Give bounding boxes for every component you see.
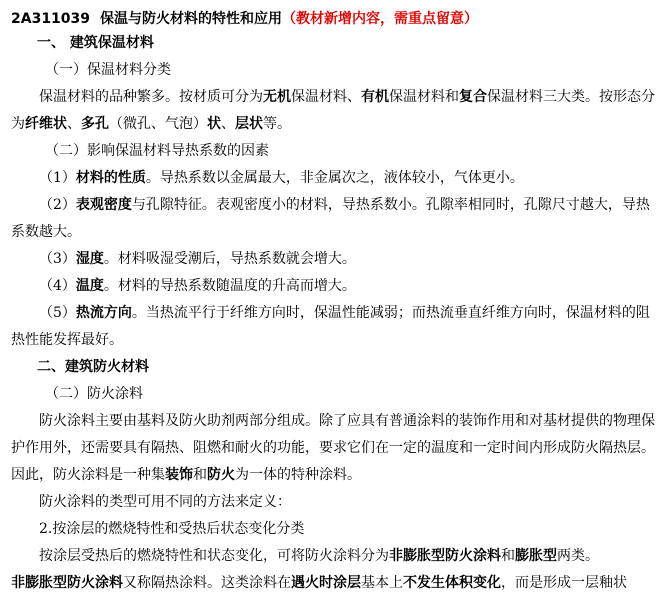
factor-term: 温度 <box>75 278 104 294</box>
section-title-highlight: （教材新增内容，需重点留意） <box>282 11 479 27</box>
paragraph-classification-method: 2.按涂层的燃烧特性和受热后状态变化分类 <box>39 521 305 537</box>
factor-item <box>11 246 655 273</box>
heading-insulation-materials: 一、 建筑保温材料 <box>37 35 154 51</box>
factor-number: （5） <box>39 305 76 321</box>
paragraph-insulation-classification <box>11 84 655 138</box>
text-run: 防火涂料主要由基料及防火助剂两部分组成。除了应具有普通涂料的装饰作用和对基材提供的物理保护作用外，还需要具有隔热、阻燃和耐火的功能，要求它们在一定的温度和一定时间内形成防火隔热层。因此，防火涂料是一种集 <box>11 413 655 483</box>
factor-term: 材料的性质 <box>75 170 146 186</box>
emphasized-text: 防火 <box>207 467 235 483</box>
factor-term: 热流方向 <box>75 305 132 321</box>
text-run: 保温材料、 <box>291 89 361 105</box>
section-code: 2A311039 <box>11 11 91 27</box>
paragraph-coating-split <box>11 543 655 570</box>
paragraph-fireproof-coating <box>11 408 655 489</box>
factor-number: （4） <box>39 278 76 294</box>
factor-description: 。材料的导热系数随温度的升高而增大。 <box>103 278 356 294</box>
factor-number: （1） <box>39 170 76 186</box>
text-run: ，而是形成一层釉状 <box>501 575 627 591</box>
subheading-conductivity-factors: （二）影响保温材料导热系数的因素 <box>45 143 269 159</box>
factor-description: 。材料吸湿受潮后，导热系数就会增大。 <box>103 251 356 267</box>
factor-item <box>11 192 655 246</box>
paragraph-coating-types: 防火涂料的类型可用不同的方法来定义： <box>39 494 291 510</box>
text-run: 两类。 <box>557 548 599 564</box>
text-run: 、 <box>67 116 81 132</box>
factor-description: 。导热系数以金属最大，非金属次之，液体较小，气体更小。 <box>145 170 524 186</box>
emphasized-text: 遇火时涂层 <box>291 575 361 591</box>
emphasized-text: 状 <box>207 116 221 132</box>
emphasized-text: 膨胀型 <box>515 548 557 564</box>
factor-item <box>11 300 655 354</box>
text-run: 等。 <box>263 116 291 132</box>
text-run: 又称隔热涂料。这类涂料在 <box>123 575 291 591</box>
text-run: 和 <box>193 467 207 483</box>
emphasized-text: 装饰 <box>165 467 193 483</box>
heading-fireproof-materials: 二、建筑防火材料 <box>37 359 149 375</box>
section-title-text: 保温与防火材料的特性和应用 <box>100 11 283 27</box>
factor-number: （3） <box>39 251 76 267</box>
text-run: 基本上 <box>361 575 403 591</box>
factor-term: 表观密度 <box>75 197 132 213</box>
emphasized-text: 复合 <box>459 89 487 105</box>
factor-description: 。当热流平行于纤维方向时，保温性能减弱；而热流垂直纤维方向时，保温材料的阻热性能发挥最好。 <box>11 305 650 348</box>
text-run: 保温材料的品种繁多。按材质可分为 <box>39 89 263 105</box>
emphasized-text: 层状 <box>235 116 263 132</box>
factor-term: 湿度 <box>75 251 104 267</box>
text-run: 为一体的特种涂料。 <box>235 467 361 483</box>
emphasized-text: 多孔 <box>81 116 109 132</box>
text-run: 保温材料和 <box>389 89 459 105</box>
subheading-fireproof-coating: （二）防火涂料 <box>45 386 143 402</box>
emphasized-text: 有机 <box>361 89 389 105</box>
text-run: 和 <box>501 548 515 564</box>
factor-description: 与孔隙特征。表观密度小的材料，导热系数小。孔隙率相同时，孔隙尺寸越大，导热系数越大。 <box>11 197 650 240</box>
factor-item <box>11 273 655 300</box>
emphasized-text: 无机 <box>263 89 291 105</box>
emphasized-text: 非膨胀型防火涂料 <box>389 548 501 564</box>
emphasized-text: 不发生体积变化 <box>403 575 501 591</box>
subheading-insulation-classification: （一）保温材料分类 <box>45 62 171 78</box>
factor-list <box>11 165 655 354</box>
text-run: 保温材料三大类。按形态分为 <box>11 89 655 132</box>
text-run: （微孔、气泡） <box>109 116 207 132</box>
text-run: 按涂层受热后的燃烧特性和状态变化，可将防火涂料分为 <box>39 548 389 564</box>
emphasized-text: 纤维状 <box>25 116 67 132</box>
emphasized-text: 非膨胀型防火涂料 <box>11 575 123 591</box>
text-run: 、 <box>221 116 235 132</box>
factor-item <box>11 165 655 192</box>
factor-number: （2） <box>39 197 76 213</box>
paragraph-non-intumescent <box>11 570 655 597</box>
section-title <box>11 8 655 30</box>
